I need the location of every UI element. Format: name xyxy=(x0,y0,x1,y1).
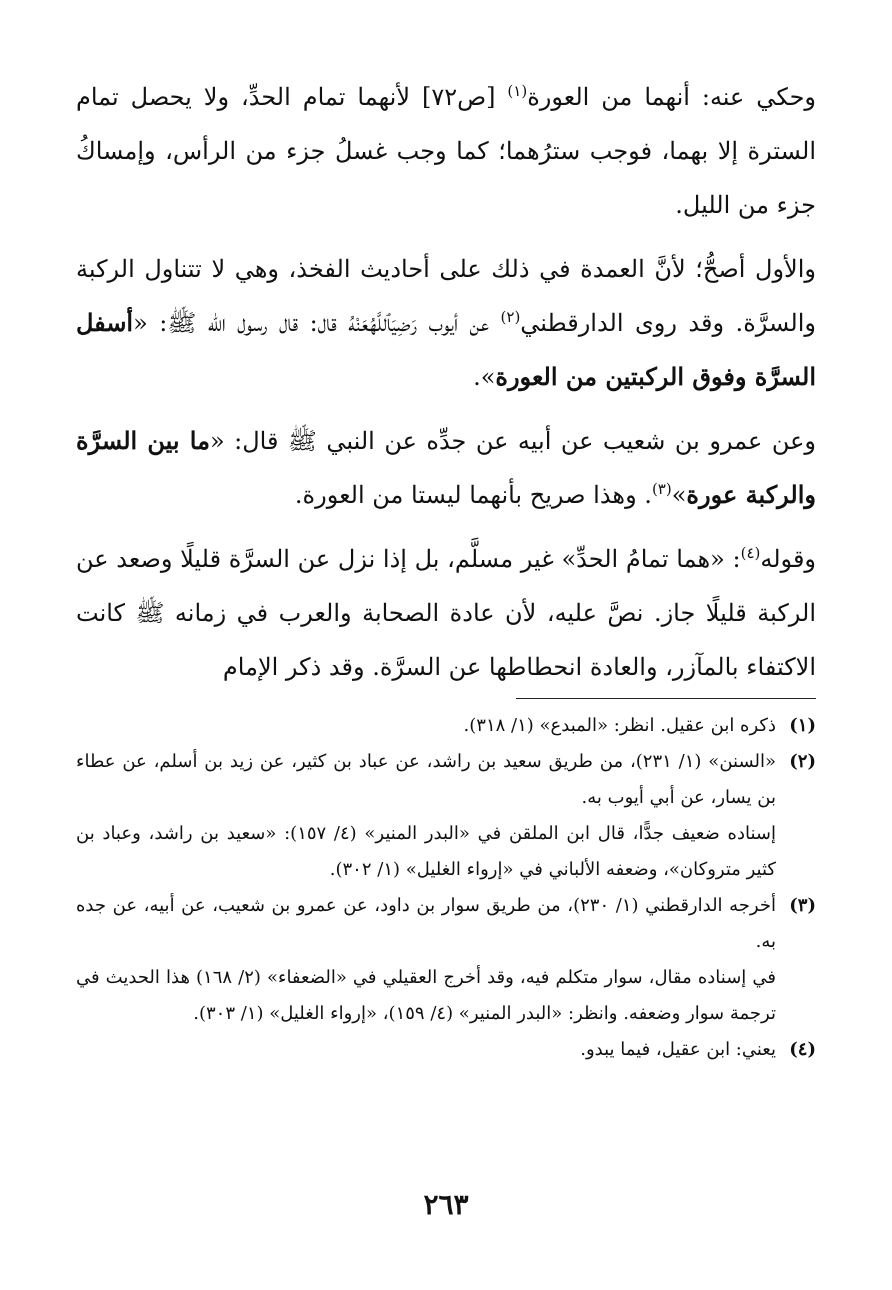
footnote-4 xyxy=(76,1032,816,1068)
text-run: . وهذا صريح بأنهما ليستا من العورة. xyxy=(294,481,652,509)
footnote-number: (٢) xyxy=(789,751,816,772)
paragraph-1 xyxy=(76,70,816,232)
footnote-number: (٣) xyxy=(789,895,816,916)
hadith-quote: ما بين السرَّة والركبة عورة xyxy=(76,426,816,509)
footnote-text: ذكره ابن عقيل. انظر: «المبدع» (١/ ٣١٨). xyxy=(463,715,776,736)
footnote-2 xyxy=(76,744,816,888)
footnote-number: (٤) xyxy=(789,1039,816,1060)
paragraph-4 xyxy=(76,532,816,694)
text-run: : «هما تمامُ الحدِّ» غير مسلَّم، بل إذا نزل عن السرَّة قليلًا وصعد عن الركبة قليلًا جاز. نصَّ عليه، لأن عادة الصحابة والعرب في زمانه ﷺ كانت الاكتفاء بالمآزر، والعادة انحطاطها عن السرَّة. وقد ذكر الإمام xyxy=(76,545,816,681)
footnote-text: في إسناده مقال، سوار متكلم فيه، وقد أخرج العقيلي في «الضعفاء» (٢/ ١٦٨) هذا الحديث في ترجمة سوار وضعفه. وانظر: «البدر المنير» (٤/ ١٥٩)، «إرواء الغليل» (١/ ٣٠٣). xyxy=(76,967,776,1024)
footnote-1 xyxy=(76,708,816,744)
footnotes xyxy=(76,708,816,1068)
footnote-ref-1[interactable]: (١) xyxy=(507,82,528,100)
page-number: ٢٦٣ xyxy=(423,1188,469,1221)
text-run: عن أيوب رَضِيَٱللَّهُعَنْهُ قال: قال رسول الله ﷺ: « xyxy=(133,309,501,337)
footnote-ref-2[interactable]: (٢) xyxy=(500,308,521,326)
text-run: » xyxy=(671,481,687,509)
footnote-text: أخرجه الدارقطني (١/ ٢٣٠)، من طريق سوار بن داود، عن عمرو بن شعيب، عن أبيه، عن جده به. xyxy=(76,895,776,952)
paragraph-3 xyxy=(76,414,816,522)
text-run: وحكي عنه: أنهما من العورة xyxy=(527,83,816,111)
main-text xyxy=(76,70,816,704)
text-run: وقوله xyxy=(760,545,816,573)
footnote-number: (١) xyxy=(789,715,816,736)
footnote-3 xyxy=(76,888,816,1032)
paragraph-2 xyxy=(76,242,816,404)
hadith-quote: أسفل السرَّة وفوق الركبتين من العورة xyxy=(76,308,816,391)
footnote-ref-4[interactable]: (٤) xyxy=(740,544,761,562)
text-run: ». xyxy=(473,363,496,391)
footnote-ref-3[interactable]: (٣) xyxy=(651,480,672,498)
text-run: وعن عمرو بن شعيب عن أبيه عن جدِّه عن النبي ﷺ قال: « xyxy=(209,427,816,455)
text-run: والأول أصحُّ؛ لأنَّ العمدة في ذلك على أحاديث الفخذ، وهي لا تتناول الركبة والسرَّة. وقد روى الدارقطني xyxy=(76,255,816,337)
text-run: [ص٧٢] لأنهما تمام الحدِّ، ولا يحصل تمام السترة إلا بهما، فوجب سترُهما؛ كما وجب غسلُ جزء من الرأس، وإمساكُ جزء من الليل. xyxy=(76,83,816,219)
footnote-text: إسناده ضعيف جدًّا، قال ابن الملقن في «البدر المنير» (٤/ ١٥٧): «سعيد بن راشد، وعباد بن كثير متروكان»، وضعفه الألباني في «إرواء الغليل» (١/ ٣٠٢). xyxy=(76,823,776,880)
footnote-divider xyxy=(516,698,816,699)
footnote-text: يعني: ابن عقيل، فيما يبدو. xyxy=(580,1039,776,1060)
footnote-text: «السنن» (١/ ٢٣١)، من طريق سعيد بن راشد، عن عباد بن كثير، عن زيد بن أسلم، عن عطاء بن يسار، عن أبي أيوب به. xyxy=(76,751,777,808)
